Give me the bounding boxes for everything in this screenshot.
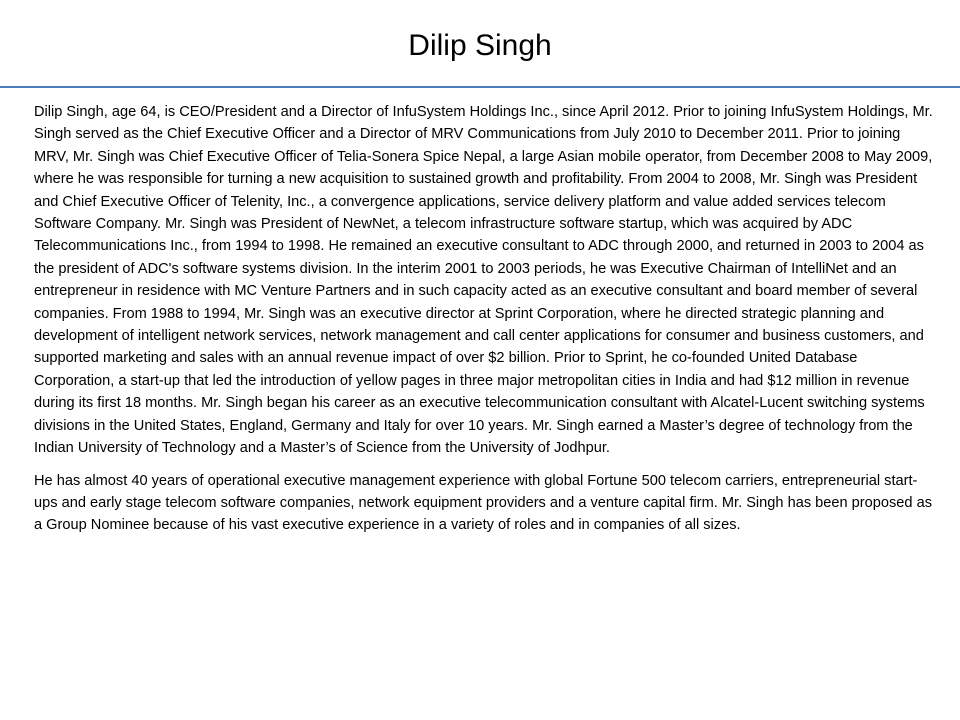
biography-paragraph: Dilip Singh, age 64, is CEO/President and a Director of InfuSystem Holdings Inc., since April 2012. Prior to joining InfuSystem Holdings, Mr. Singh served as the Chief Executive Officer and a Director of MRV Communications from July 2010 to December 2011. Prior to joining MRV, Mr. Singh was Chief Executive Officer of Telia-Sonera Spice Nepal, a large Asian mobile operator, from December 2008 to May 2009, where he was responsible for turning a new acquisition to sustained growth and profitability. From 2004 to 2008, Mr. Singh was President and Chief Executive Officer of Telenity, Inc., a convergence applications, service delivery platform and value added services telecom Software Company. Mr. Singh was President of NewNet, a telecom infrastructure software startup, which was acquired by ADC Telecommunications Inc., from 1994 to 1998. He remained an executive consultant to ADC through 2000, and returned in 2003 to 2004 as the president of ADC's software systems division. In the interim 2001 to 2003 periods, he was Executive Chairman of IntelliNet and an entrepreneur in residence with MC Venture Partners and in such capacity acted as an executive consultant and board member of several companies. From 1988 to 1994, Mr. Singh was an executive director at Sprint Corporation, where he directed strategic planning and development of intelligent network services, network management and call center applications for consumer and business customers, and supported marketing and sales with an annual revenue impact of over $2 billion. Prior to Sprint, he co-founded United Database Corporation, a start-up that led the introduction of yellow pages in three major metropolitan cities in India and had $12 million in revenue during its first 18 months. Mr. Singh began his career as an executive telecommunication consultant with Alcatel-Lucent switching systems divisions in the United States, England, Germany and Italy for over 10 years. Mr. Singh earned a Master’s degree of technology from the Indian University of Technology and a Master’s of Science from the University of Jodhpur. <box>34 104 933 457</box>
experience-paragraph: He has almost 40 years of operational executive management experience with global Fortune 500 telecom carriers, entrepreneurial start-ups and early stage telecom software companies, network equipment providers and a venture capital firm. Mr. Singh has been proposed as a Group Nominee because of his vast executive experience in a variety of roles and in companies of all sizes. <box>34 472 933 534</box>
slide-title: Dilip Singh <box>408 29 552 62</box>
title-divider <box>0 86 960 88</box>
slide-body <box>34 101 938 547</box>
